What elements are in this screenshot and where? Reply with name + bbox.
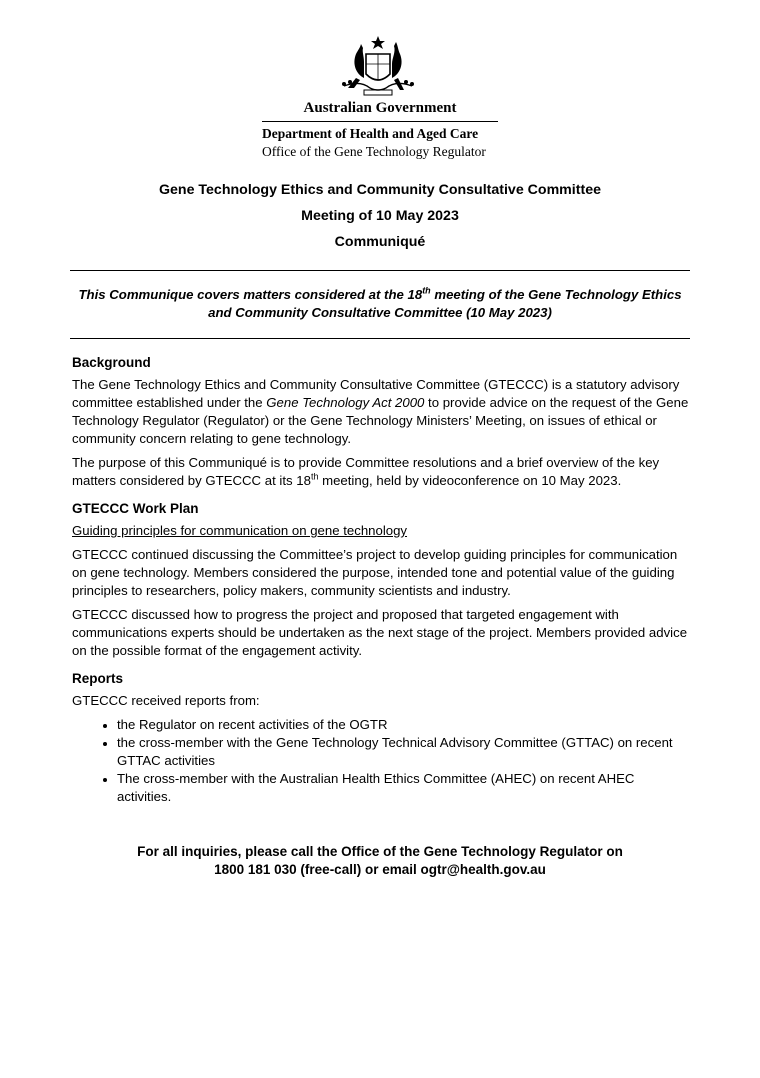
- intro-statement: [72, 286, 688, 322]
- list-item: • the Regulator on recent activities of the OGTR: [117, 716, 692, 734]
- workplan-subheading: Guiding principles for communication on gene technology: [72, 523, 408, 538]
- background-section: [72, 354, 692, 490]
- background-p1-text-2: to provide advice on the request of the Gene Technology Regulator (Regulator) or the Gene Technology Ministers’ Meeting, on issues of ethical or community concern relating to gene technology.: [72, 395, 689, 446]
- divider-top: [70, 270, 690, 271]
- list-item: • the cross-member with the Gene Technology Technical Advisory Committee (GTTAC) on recent GTTAC activities: [117, 734, 692, 770]
- divider-bottom: [70, 338, 690, 339]
- footer-line-2: 1800 181 030 (free-call) or email ogtr@health.gov.au: [214, 862, 546, 877]
- background-paragraph-1: [72, 376, 692, 448]
- background-heading: Background: [72, 355, 151, 370]
- title-committee: Gene Technology Ethics and Community Consultative Committee: [159, 182, 601, 198]
- workplan-heading: GTECCC Work Plan: [72, 501, 199, 516]
- document-title: [0, 177, 760, 255]
- workplan-paragraph-2: GTECCC discussed how to progress the project and proposed that targeted engagement with communications experts should be undertaken as the next stage of the project. Members provided advice on the possible format of the engagement activity.: [72, 607, 688, 658]
- title-meeting-date: Meeting of 10 May 2023: [301, 208, 459, 224]
- background-p2-text-2: meeting, held by videoconference on 10 May 2023.: [318, 473, 622, 488]
- intro-text-1: This Communique covers matters considered at the 18: [78, 287, 423, 302]
- title-communique: Communiqué: [334, 234, 426, 250]
- department-name: Department of Health and Aged Care: [262, 126, 479, 141]
- intro-superscript: th: [422, 285, 431, 296]
- list-item: • The cross-member with the Australian Health Ethics Committee (AHEC) on recent AHEC activities.: [117, 770, 692, 806]
- reports-heading: Reports: [72, 671, 124, 686]
- reports-section: [72, 670, 692, 806]
- government-name: Australian Government: [303, 100, 457, 116]
- main-content: [72, 354, 692, 816]
- coat-of-arms-logo: [330, 34, 426, 98]
- act-name: Gene Technology Act 2000: [266, 395, 425, 410]
- header-divider: [262, 121, 498, 122]
- background-paragraph-2: [72, 454, 692, 490]
- office-name: Office of the Gene Technology Regulator: [262, 144, 486, 159]
- intro-text-2: meeting of the Gene Technology Ethics and Community Consultative Committee (10 May 2023): [208, 287, 682, 320]
- workplan-section: [72, 500, 692, 660]
- background-p2-superscript: th: [310, 471, 319, 482]
- reports-intro: GTECCC received reports from:: [72, 693, 260, 708]
- contact-footer: [0, 843, 760, 879]
- footer-line-1: For all inquiries, please call the Office of the Gene Technology Regulator on: [137, 844, 623, 859]
- workplan-paragraph-1: GTECCC continued discussing the Committee’s project to develop guiding principles for communication on gene technology. Members considered the purpose, intended tone and potential value of the guiding principles to researchers, policy makers, community scientists and industry.: [72, 547, 678, 598]
- reports-list: [72, 716, 692, 806]
- background-p1-text-1: The Gene Technology Ethics and Community Consultative Committee (GTECCC) is a statutory advisory committee established under the: [72, 377, 680, 410]
- background-p2-text-1: The purpose of this Communiqué is to provide Committee resolutions and a brief overview of the key matters considered by GTECCC at its 18: [72, 455, 660, 488]
